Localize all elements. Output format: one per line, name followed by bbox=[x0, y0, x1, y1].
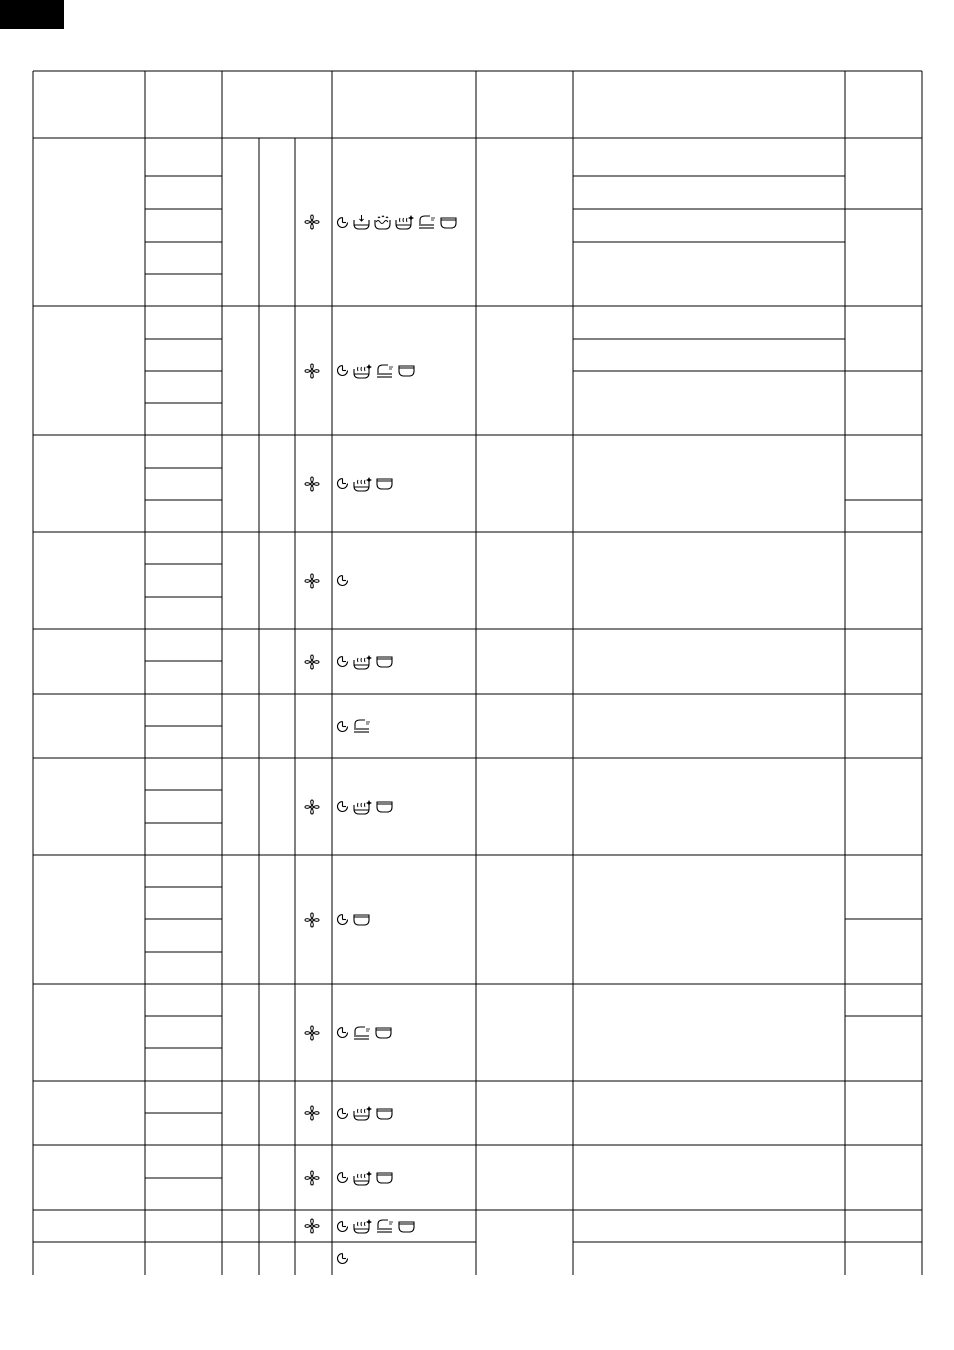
timer-icon bbox=[336, 1107, 349, 1120]
function-icons-row bbox=[336, 475, 393, 493]
function-icons-row bbox=[336, 1169, 393, 1187]
fan-icon bbox=[304, 799, 322, 817]
function-icons-row bbox=[336, 911, 370, 929]
top-heat-icon bbox=[376, 1219, 394, 1233]
fan-icon bbox=[304, 1105, 322, 1123]
fan-icon bbox=[304, 573, 322, 591]
bowl-icon bbox=[353, 913, 370, 926]
bowl-icon bbox=[376, 655, 393, 668]
function-icons-row bbox=[336, 572, 349, 590]
function-icons-row bbox=[336, 1217, 415, 1235]
fan-icon bbox=[304, 912, 322, 930]
bowl-icon bbox=[376, 477, 393, 490]
fan-icon bbox=[304, 654, 322, 672]
steam-bowl-icon bbox=[353, 363, 372, 379]
timer-icon bbox=[336, 655, 349, 668]
steam-bowl-icon bbox=[353, 1218, 372, 1234]
timer-icon bbox=[336, 216, 349, 229]
steam-bowl-icon bbox=[353, 654, 372, 670]
steam-bowl-icon bbox=[353, 476, 372, 492]
timer-icon bbox=[336, 364, 349, 377]
timer-icon bbox=[336, 1026, 349, 1039]
bowl-icon bbox=[398, 364, 415, 377]
timer-icon bbox=[336, 800, 349, 813]
bowl-icon bbox=[398, 1220, 415, 1233]
fan-icon bbox=[304, 363, 322, 381]
fan-icon bbox=[304, 1170, 322, 1188]
fan-icon bbox=[304, 1218, 322, 1236]
steam-bowl-icon bbox=[395, 214, 414, 230]
function-icons-row bbox=[336, 362, 415, 380]
grill-bowl-icon bbox=[374, 214, 391, 230]
heat-bowl-icon bbox=[353, 214, 370, 230]
bowl-icon bbox=[376, 800, 393, 813]
fan-icon bbox=[304, 476, 322, 494]
top-heat-icon bbox=[418, 215, 436, 229]
top-heat-icon bbox=[353, 719, 371, 733]
timer-icon bbox=[336, 1171, 349, 1184]
steam-bowl-icon bbox=[353, 1105, 372, 1121]
function-icons-row bbox=[336, 653, 393, 671]
bowl-icon bbox=[376, 1107, 393, 1120]
top-heat-icon bbox=[353, 1026, 371, 1040]
bowl-icon bbox=[376, 1171, 393, 1184]
function-icons-row bbox=[336, 1024, 392, 1042]
bowl-icon bbox=[440, 216, 457, 229]
timer-icon bbox=[336, 720, 349, 733]
timer-icon bbox=[336, 477, 349, 490]
timer-icon bbox=[336, 574, 349, 587]
fan-icon bbox=[304, 214, 322, 232]
bowl-icon bbox=[375, 1026, 392, 1039]
function-icons-row bbox=[336, 213, 457, 231]
steam-bowl-icon bbox=[353, 1170, 372, 1186]
fan-icon bbox=[304, 1025, 322, 1043]
function-icons-row bbox=[336, 1250, 349, 1268]
function-icons-row bbox=[336, 798, 393, 816]
top-heat-icon bbox=[376, 364, 394, 378]
function-icons-row bbox=[336, 717, 371, 735]
steam-bowl-icon bbox=[353, 799, 372, 815]
function-icons-row bbox=[336, 1104, 393, 1122]
timer-icon bbox=[336, 1220, 349, 1233]
timer-icon bbox=[336, 913, 349, 926]
timer-icon bbox=[336, 1252, 349, 1265]
